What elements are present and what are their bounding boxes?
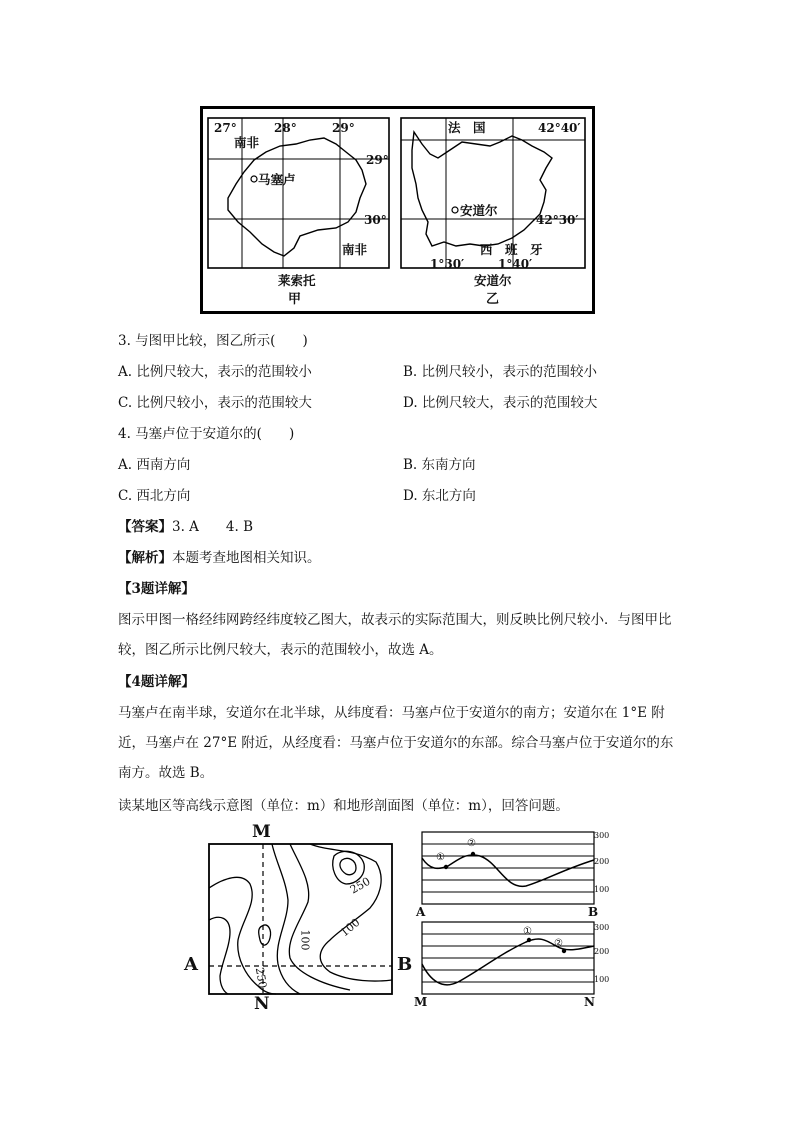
map-a-lon-29: 29°	[332, 121, 355, 135]
profile-mn-label-2: ②	[554, 938, 563, 949]
contour-label-m: M	[252, 822, 271, 842]
profile-ab-label-2: ②	[467, 838, 476, 849]
map-b-spain: 西 班 牙	[480, 242, 543, 257]
q3-stem: 3. 与图甲比较，图乙所示( )	[118, 333, 308, 349]
answer-text: 3. A 4. B	[172, 519, 254, 535]
q4-option-a: A. 西南方向	[118, 457, 191, 473]
profile-ab-y-100: 100	[594, 885, 610, 894]
q3-option-a: A. 比例尺较大，表示的范围较小	[118, 364, 312, 380]
profile-mn-y-100: 100	[594, 975, 610, 984]
lesotho-outline	[228, 138, 366, 256]
map-b-france: 法 国	[448, 120, 486, 135]
map-b-city-andorra: 安道尔	[460, 203, 498, 218]
profile-ab-curve	[422, 855, 594, 886]
q4-option-b: B. 东南方向	[403, 457, 476, 473]
map-b-letter: 乙	[486, 292, 500, 307]
map-a-lat-29: 29°	[366, 153, 389, 167]
profile-mn-y-300: 300	[594, 923, 610, 932]
q4-option-d: D. 东北方向	[403, 488, 476, 504]
profile-ab-label-1: ①	[436, 852, 445, 863]
q3-option-c: C. 比例尺较小，表示的范围较大	[118, 395, 312, 411]
map-a-letter: 甲	[288, 292, 302, 307]
map-b-lat-4230: 42°30′	[536, 213, 579, 227]
profile-ab-y-300: 300	[594, 831, 610, 840]
profile-mn-grid	[422, 934, 594, 982]
analysis-label: 【解析】	[118, 550, 172, 566]
contour-lines	[209, 844, 392, 994]
answer-line	[118, 517, 253, 537]
map-b-lon-130: 1°30′	[430, 257, 465, 271]
map-a-lon-28: 28°	[274, 121, 297, 135]
map-a-lat-30: 30°	[364, 213, 387, 227]
detail3-heading: 【3题详解】	[118, 581, 195, 597]
q4-option-c: C. 西北方向	[118, 488, 191, 504]
intro-next: 读某地区等高线示意图（单位：m）和地形剖面图（单位：m），回答问题。	[118, 798, 569, 814]
detail3-text: 图示甲图一格经纬网跨经纬度较乙图大，故表示的实际范围大，则反映比例尺较小．与图甲比较，图乙所示比例尺较大，表示的范围较小，故选 A。	[118, 612, 672, 658]
contour-value-100-center: 100	[298, 929, 312, 951]
profile-ab-x-a: A	[416, 905, 426, 919]
map-a-south-africa-bottom: 南非	[342, 242, 368, 257]
map-b-lat-4240: 42°40′	[538, 121, 581, 135]
q4-stem: 4. 马塞卢位于安道尔的( )	[118, 426, 295, 442]
profile-ab-y-200: 200	[594, 857, 610, 866]
map-b-lon-140: 1°40′	[498, 257, 533, 271]
map-a-lon-27: 27°	[214, 121, 237, 135]
profile-mn-x-m: M	[414, 995, 428, 1009]
map-a-south-africa-top: 南非	[234, 135, 260, 150]
answer-label: 【答案】	[118, 519, 172, 535]
contour-label-a: A	[184, 954, 198, 975]
profile-mn-x-n: N	[584, 995, 595, 1009]
map-a-name: 莱索托	[278, 273, 316, 288]
map-a-city-maseru: 马塞卢	[258, 172, 296, 187]
map-b-name: 安道尔	[474, 273, 512, 288]
q3-option-d: D. 比例尺较大，表示的范围较大	[403, 395, 598, 411]
contour-svg	[180, 822, 620, 1014]
andorra-city-marker	[452, 207, 458, 213]
figure-frame	[202, 108, 594, 313]
contour-value-250-top: 250	[347, 874, 373, 897]
maseru-marker	[251, 176, 257, 182]
andorra-outline	[412, 132, 552, 246]
contour-label-b: B	[397, 954, 413, 975]
profile-mn-y-200: 200	[594, 947, 610, 956]
profile-ab-x-b: B	[588, 905, 599, 919]
figure-maps	[200, 106, 595, 314]
q3-option-b: B. 比例尺较小，表示的范围较小	[403, 364, 598, 380]
contour-label-n: N	[254, 994, 270, 1014]
analysis-text: 本题考查地图相关知识。	[172, 550, 321, 566]
contour-value-100-right: 100	[337, 915, 363, 940]
contour-value-250-bottom: 250	[252, 966, 270, 990]
detail4-heading: 【4题详解】	[118, 674, 195, 690]
analysis-line	[118, 548, 321, 568]
detail4-text: 马塞卢在南半球，安道尔在北半球，从纬度看：马塞卢位于安道尔的南方；安道尔在 1°E 附近，马塞卢在 27°E 附近，从经度看：马塞卢位于安道尔的东部。综合马塞卢位于安道尔的东南方。故选 B。	[118, 705, 674, 781]
figure-contour	[180, 822, 620, 1014]
profile-mn-label-1: ①	[523, 926, 532, 937]
